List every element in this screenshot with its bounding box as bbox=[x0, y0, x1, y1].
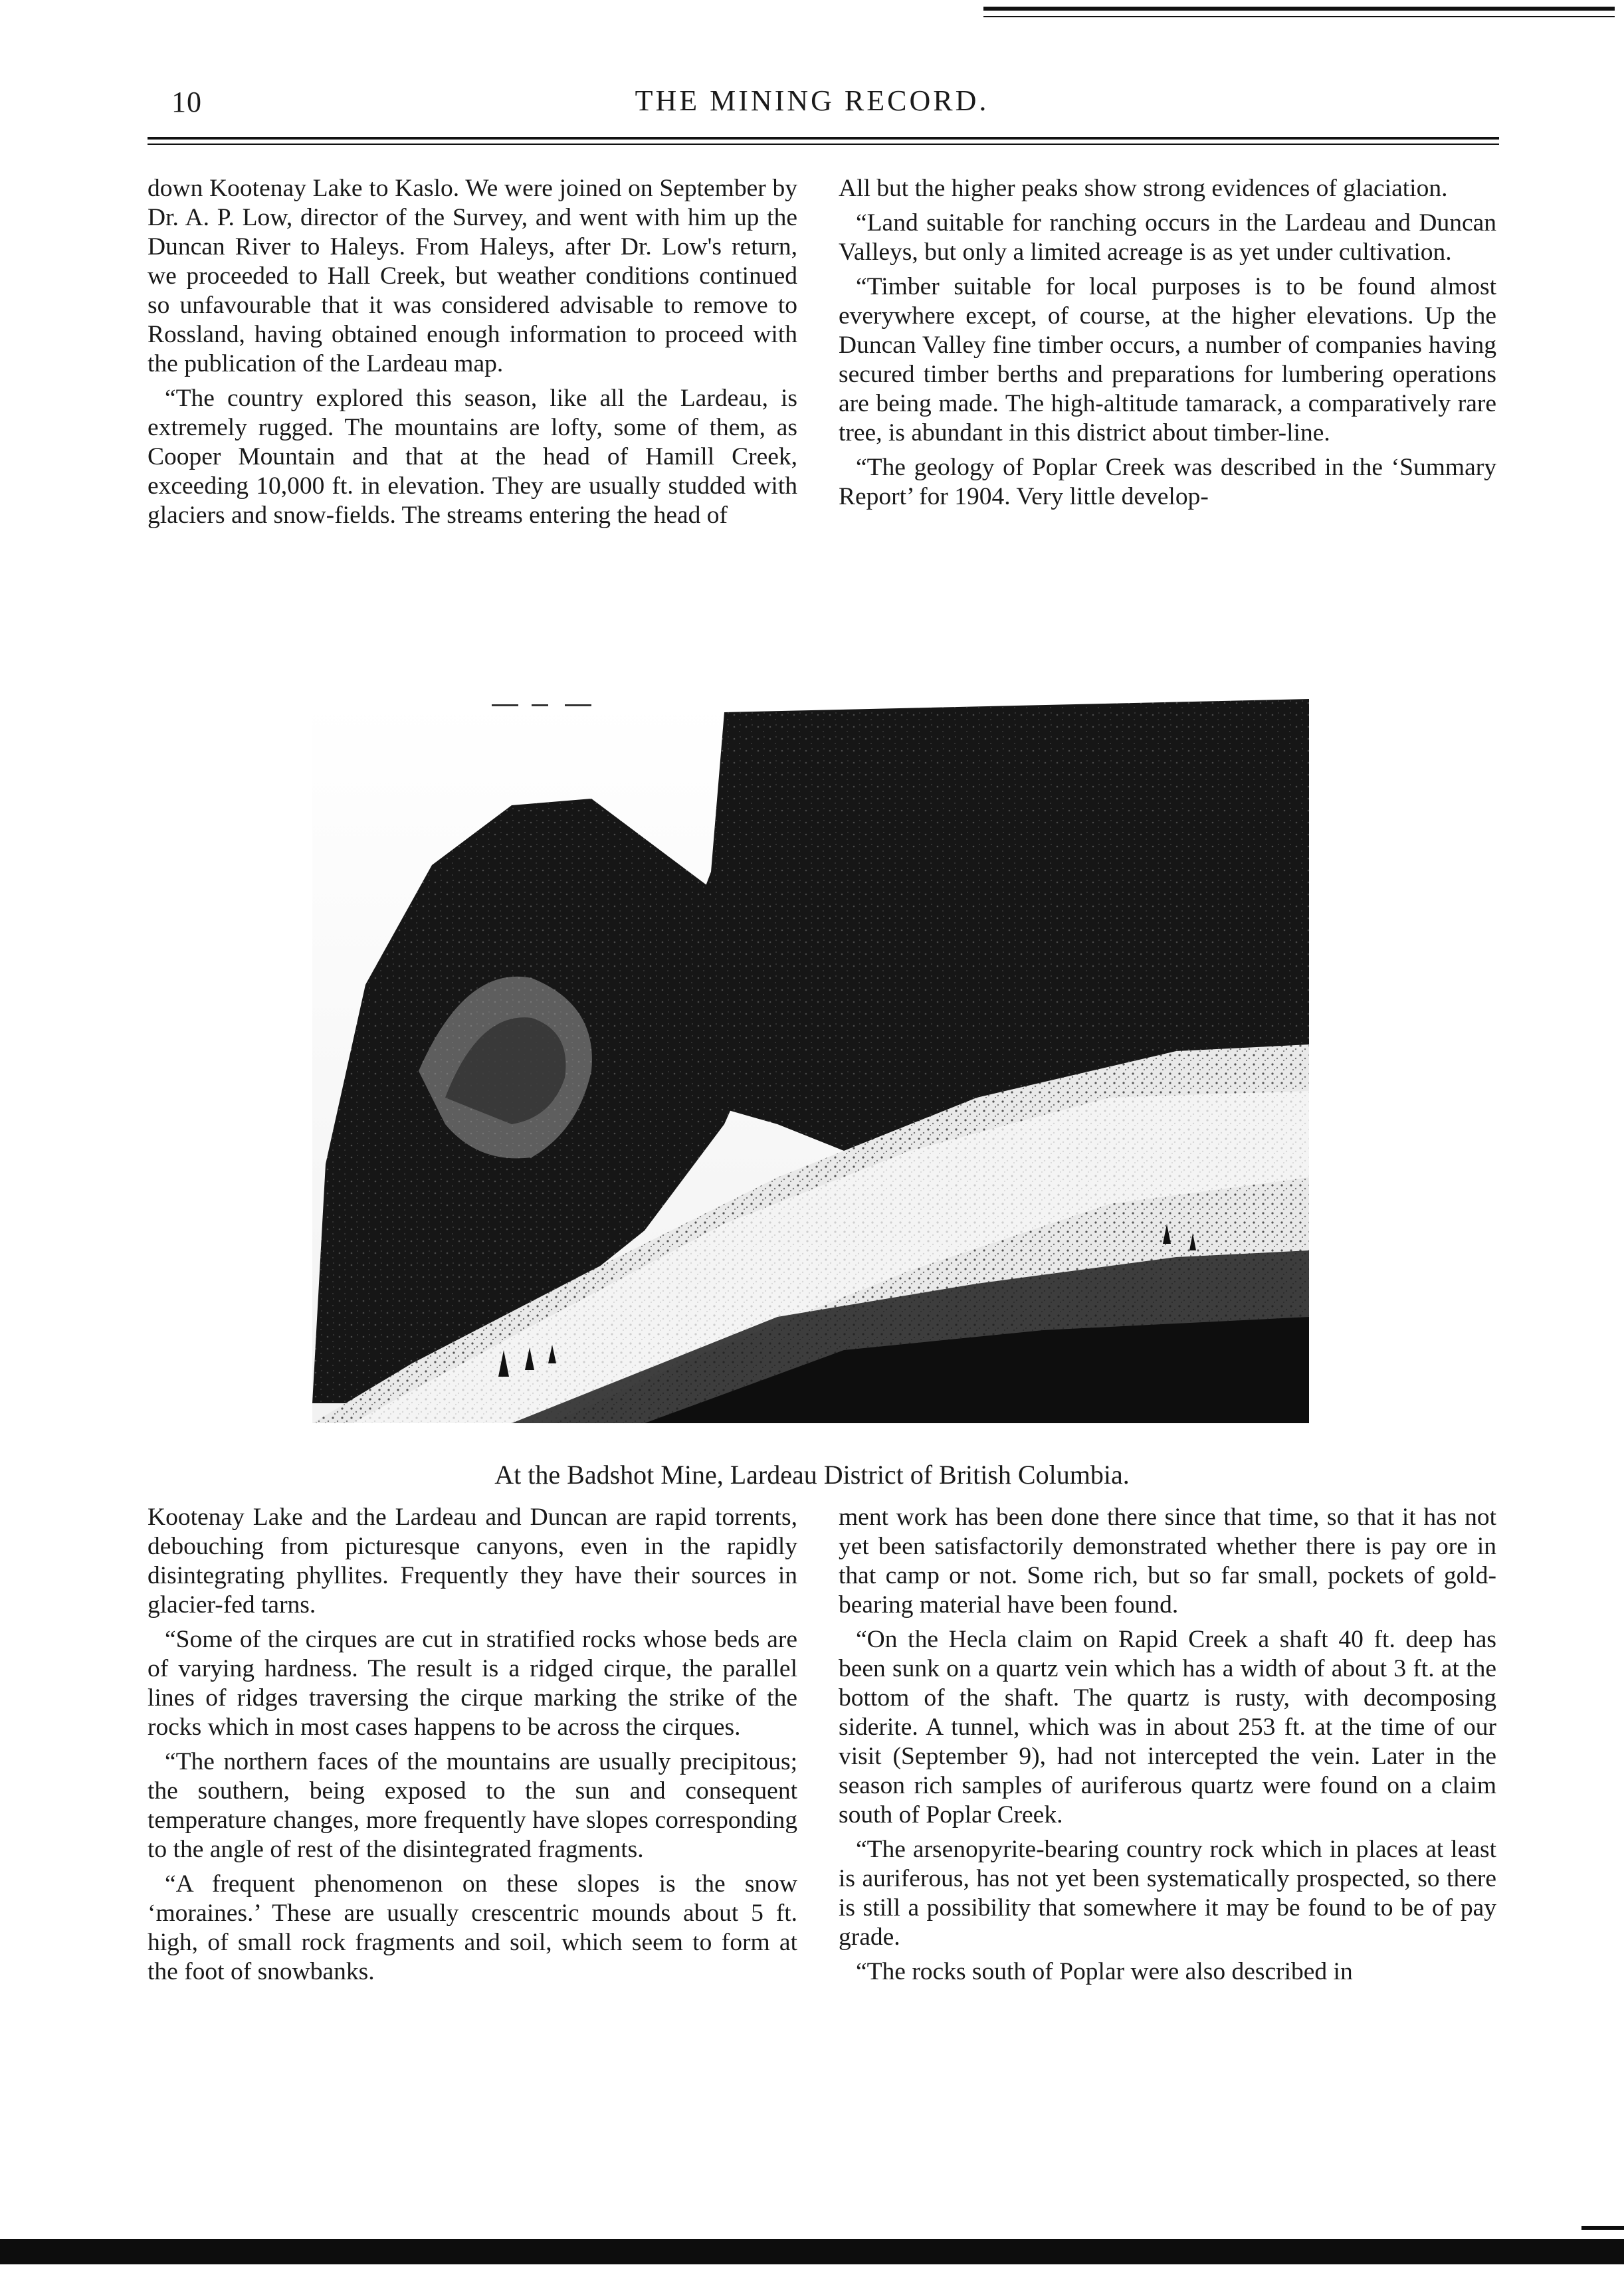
top-edge-rule-thin bbox=[983, 16, 1615, 17]
paragraph: “On the Hecla claim on Rapid Creek a shaft 40 ft. deep has been sunk on a quartz vein which has a width of about 3 ft. at the bottom of the shaft. The quartz is rusty, with decomposing siderite. A tunnel, which was in about 253 ft. at the time of our visit (September 9), had not intercepted the vein. Later in the season rich samples of auriferous quartz were found on a claim south of Poplar Creek. bbox=[839, 1626, 1496, 1828]
column-bottom-right bbox=[839, 1503, 1496, 1992]
paragraph: ment work has been done there since that time, so that it has not yet been satisfactorily demonstrated whether there is pay ore in that camp or not. Some rich, but so far small, pockets of gold-bearing material have been found. bbox=[839, 1504, 1496, 1619]
paragraph: “Land suitable for ranching occurs in the Lardeau and Duncan Valleys, but only a limited acreage is as yet under cultivation. bbox=[839, 209, 1496, 266]
running-title: THE MINING RECORD. bbox=[635, 84, 989, 117]
paragraph: “The country explored this season, like all the Lardeau, is extremely rugged. The mountains are lofty, some of them, as Cooper Mountain and that at the head of Hamill Creek, exceeding 10,000 ft. in elevation. They are usually studded with glaciers and snow-fields. The streams entering the head of bbox=[148, 385, 797, 529]
paragraph: “The northern faces of the mountains are usually precipitous; the southern, being exposed to the sun and consequent temperature changes, more frequently have slopes corresponding to the angle of rest of the disintegrated fragments. bbox=[148, 1748, 797, 1863]
header-rule bbox=[148, 137, 1499, 140]
paragraph: down Kootenay Lake to Kaslo. We were joined on September by Dr. A. P. Low, director of the Survey, and went with him up the Duncan River to Haleys. From Haleys, after Dr. Low's return, we proceeded to Hall Creek, but weather conditions continued so unfavourable that it was considered advisable to remove to Rossland, having obtained enough information to proceed with the publication of the Lardeau map. bbox=[148, 175, 797, 377]
paragraph: Kootenay Lake and the Lardeau and Duncan are rapid torrents, debouching from picturesque canyons, even in the rapidly disintegrating phyllites. Frequently they have their sources in glacier-fed tarns. bbox=[148, 1504, 797, 1619]
paragraph: All but the higher peaks show strong evidences of glaciation. bbox=[839, 175, 1448, 202]
paragraph: “The arsenopyrite-bearing country rock which in places at least is auriferous, has not yet been systematically prospected, so there is still a possibility that somewhere it may be found to be of pay grade. bbox=[839, 1836, 1496, 1951]
page-number: 10 bbox=[171, 86, 202, 118]
column-bottom-left bbox=[148, 1503, 797, 1992]
column-top-left bbox=[148, 174, 797, 536]
paragraph: “The rocks south of Poplar were also described in bbox=[856, 1958, 1353, 1985]
header-rule-thin bbox=[148, 144, 1499, 145]
photo-caption: At the Badshot Mine, Lardeau District of British Columbia. bbox=[494, 1460, 1130, 1490]
column-top-right bbox=[839, 174, 1496, 517]
paragraph: “Timber suitable for local purposes is to be found almost everywhere except, of course, at the higher elevations. Up the Duncan Valley fine timber occurs, a number of companies having secured timber berths and preparations for lumbering operations are being made. The high-altitude tamarack, a comparatively rare tree, is abundant in this district about timber-line. bbox=[839, 273, 1496, 446]
paragraph: “The geology of Poplar Creek was described in the ‘Summary Report’ for 1904. Very little develop- bbox=[839, 454, 1496, 510]
mountain-photo-illustration bbox=[312, 699, 1309, 1423]
paragraph: “Some of the cirques are cut in stratified rocks whose beds are of varying hardness. The result is a ridged cirque, the parallel lines of ridges traversing the cirque marking the strike of the rocks which in most cases happens to be across the cirques. bbox=[148, 1626, 797, 1741]
paragraph: “A frequent phenomenon on these slopes is the snow ‘moraines.’ These are usually crescentric mounds about 5 ft. high, of small rock fragments and soil, which seem to form at the foot of snowbanks. bbox=[148, 1870, 797, 1985]
mountain-photograph bbox=[312, 699, 1309, 1423]
bottom-edge-rule bbox=[0, 2239, 1624, 2264]
bottom-rule-notch bbox=[1581, 2226, 1624, 2230]
top-edge-rule bbox=[983, 7, 1615, 11]
